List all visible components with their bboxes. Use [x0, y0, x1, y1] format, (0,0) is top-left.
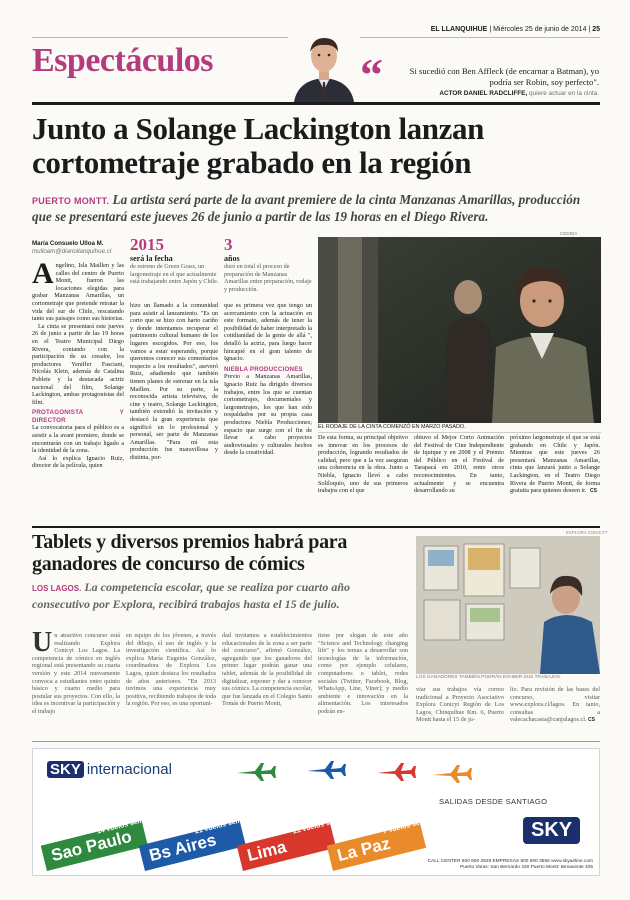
column-1-paragraph-3: Así lo explica Ignacio Ruiz, director de la película, quien: [32, 454, 124, 470]
quote-author-note: quiere actuar en la cinta.: [529, 90, 599, 97]
header-divider: [32, 102, 600, 105]
byline: [32, 240, 128, 256]
section-title: Espectáculos: [32, 42, 213, 79]
column-3-paragraph-2: Previo a Manzanas Amarillas, Ignacio Ruiz ha dirigido diversos trabajos, entre los que se cuentan cortometrajes, documentales y largometrajes, los que han sido respaldados por su propia casa productora Niebla Producciones; espacio que surge con el fin de llevar a cabo proyectos audiovisuales y culturales hechos desde la creatividad.: [224, 373, 312, 457]
article2-deck: [32, 580, 410, 611]
deck2-location: LOS LAGOS.: [32, 584, 82, 593]
masthead-date: | Miércoles 25 de junio de 2014 |: [489, 26, 591, 33]
article2-headline: Tablets y diversos premios habrá para ganadores de concurso de cómics: [32, 531, 348, 575]
article-column-6: [510, 434, 600, 496]
column-3-paragraph: que es primera vez que tengo un acercamiento con la actuación en este formato, además de tener la posibilidad de haber interpretado la cotidianidad de la gente de allá ", detalló la actriz, para luego hacer hincapié en el gran talento de Ignacio.: [224, 302, 312, 363]
deck2-text: La competencia escolar, que se realiza por cuarto año consecutivo por Explora, recibirá trabajos hasta el 15 de julio.: [32, 580, 350, 611]
column-3-subhead: NIEBLA PRODUCCIONES: [224, 365, 303, 373]
exhibition-photo: [416, 536, 600, 674]
article2-column-5: viar sus trabajos vía correo tradicional a Proyecto Asociativo Explora Conicyt Región de Los Lagos, Chinquihue Km. 6, Puerto Montt hasta el 15 de ju-: [416, 686, 504, 724]
quote-mark-icon: “: [360, 49, 383, 100]
route-frequency: 14 vuelos semanales: [96, 811, 166, 836]
route-sao-paulo: [41, 811, 166, 871]
column-1-paragraph: La cinta se presentará este jueves 26 de junio a partir de las 19 horas en el Teatro Municipal Diego Rivera, contando con la participación de su creador, los productores Yeniffer Fasciani, Nicolás Klein, además de Catalina Poblete y la destacada actriz nacional del film, Solange Lackington, ambas protagonistas del film.: [32, 322, 124, 406]
article2-column-6: [510, 686, 600, 725]
deck-text: La artista será parte de la avant premiere de la cinta Manzanas Amarillas, producción que se presentará este jueves 26 de junio a partir de las 19 horas en el Diego Rivera.: [32, 192, 581, 224]
article2-column-4: tiene por slogan de este año "Science and Technology changing life" y los temas a desarrollar son tecnologías de la información, como por ejemplo celulares, computadores o tablet, redes sociales (Twitter, Facebook, Blog, WhatsApp, Line, Viner); y medio ambiente e innovación en la alimentación. Los interesados podrán en-: [318, 632, 408, 715]
quote-attribution: [394, 90, 599, 97]
article-divider: [32, 526, 600, 528]
route-city: Bs Aires: [147, 830, 219, 866]
ad-contact-line-1: CALL CENTER 600 600 2828 EMPRESAS 600 600 3555 www.skyairline.com: [427, 859, 593, 864]
pull-quote: Si sucedió con Ben Affleck (de encarnar a Batman), yo podría ser Robin, soy perfecto".: [409, 66, 599, 87]
ad-brand-suffix: internacional: [86, 761, 172, 778]
stat-year-label: será la fecha: [130, 254, 173, 263]
article2-drop-cap: U: [32, 627, 53, 658]
page-number: 25: [592, 26, 600, 33]
article-column-3: [224, 302, 312, 457]
masthead-paper: EL LLANQUIHUE: [430, 26, 488, 33]
article2-column-6-text: lio. Para revisión de las bases del concurso, visitar www.explora.cl/lagos. En tanto, consultas a valecachacasta@canjulagos.cl.: [510, 686, 600, 724]
stat-years-number: 3: [224, 235, 233, 254]
route-bs-aires: [139, 811, 264, 871]
byline-name: María Consuelo Ulloa M.: [32, 240, 104, 247]
article-column-4: De esta forma, su principal objetivo es innovar en los procesos de producción, logrando resultados de calidad, pero que a la vez aseguran una coherencia en la obra. Junto a Niebla, Ignacio llevó a cabo Soliloquio, uno de sus primeros trabajos con el que: [318, 434, 408, 495]
ad-brand-sky: SKY: [47, 761, 84, 778]
photo2-caption: LOS GANADORES TAMBIÉN PODRÁN EXHIBIR SUS TRABAJOS.: [416, 675, 562, 680]
route-city: Sao Paulo: [49, 826, 134, 866]
actor-portrait: [288, 32, 360, 102]
deck-location: PUERTO MONTT.: [32, 196, 110, 206]
stat-year-body: de estreno de Green Grass, un largometraje en el que actualmente está trabajando entre Japón y Chile.: [130, 263, 219, 286]
ad-contact-line-2: Puerto Varas: San Bernardo 430 Puerto Montt: Benavente 405: [460, 865, 593, 870]
photo2-credit: EXPLORA CONICYT: [566, 530, 608, 535]
sky-logo: SKY: [523, 817, 580, 844]
photo-caption: EL RODAJE DE LA CINTA COMENZÓ EN MARZO PASADO.: [318, 424, 601, 433]
article2-column-2: en equipo de los jóvenes, a través del dibujo, el uso de inglés y la investigación científica. Así lo explica María Eugenia González, coordinadora de Explora Los Lagos, quien destaca los resultados de años anteriores. "En 2013 tuvimos una experiencia muy positiva, recibiendo trabajos de toda la región. Por eso, es una oportuni-: [126, 632, 216, 708]
drop-cap: A: [32, 257, 54, 290]
article2-column-3: dad invitamos a establecimientos educacionales de la zona a ser parte del concurso", afirmó González, agregando que los ganadores del primer lugar podrán ganar una tablet, además de la posibilidad de digitalizar, exponer y dar a conocer sus cómics. La competencia escolar, que fue lanzada en el Colegio Santo Tomás de Puerto Montt,: [222, 632, 312, 708]
column-1-subhead: PROTAGONISTA Y DIRECTOR: [32, 409, 124, 424]
plane-icons: [233, 759, 473, 785]
ad-contact: [393, 859, 593, 871]
quote-author: ACTOR DANIEL RADCLIFFE,: [439, 90, 528, 97]
stat-years-body: duró en total el proceso de preparación de Manzanas Amarillas entre preparación, rodaje y producción.: [224, 263, 312, 293]
route-lima: [237, 811, 362, 871]
route-city: Lima: [245, 837, 289, 866]
article-column-2: hizo un llamado a la comunidad para asistir al lanzamiento. "Es un corto que se hizo con harto cariño y donde intentamos recuperar el patrimonio cultural humano de los lugares escogidos. Por eso, los vamos a estar esperando, porque queremos conocer sus comentarios respecto a los resultados", aseveró Ruiz, añadiendo que también tienen planes de estrenar en la isla Maillen. Por su parte, la reconocida artista televisiva, de cine y teatro, Solange Lackington, también extendió la invitación y destacó la gran experiencia que significó en lo profesional y personal, ser parte de Manzanas Amarillas. "Para mí esta producción fue maravillosa y distinta, por-: [130, 302, 218, 461]
article-headline: Junto a Solange Lackington lanzan cortometraje grabado en la región: [32, 111, 484, 180]
ad-brand: [47, 761, 172, 778]
ad-divider: [32, 741, 600, 742]
route-city: La Paz: [335, 833, 393, 866]
article-column-5: obtuvo el Mejor Corto Animación del Festival de Cine Independiente de Iquique y en 2008 y el Premio del Público en el Festival de Tarapacá en 2010, entre otros reconocimientos. En tanto, actualmente y se encuentra desarrollando su: [414, 434, 504, 495]
column-6-text: próximo largometraje el que se está grabando en Chile y Japón. Mientras que este jueves 26 presentará Manzanas Amarillas, cinta que lanzará junto a Solange Lackington, en el Teatro Diego Rivera de Puerto Montt, de forma gratuita para quienes deseen ir.: [510, 434, 600, 495]
article2-end-mark: CS: [588, 717, 595, 724]
stat-box-years: [224, 236, 312, 293]
article-deck: [32, 192, 602, 225]
sky-airline-ad[interactable]: [32, 748, 600, 876]
stat-years-label: años: [224, 254, 240, 263]
route-frequency: 7 vuelos semanales: [382, 812, 448, 836]
route-frequency: 21 vuelos semanales: [194, 811, 264, 836]
ad-departures: SALIDAS DESDE SANTIAGO: [439, 797, 548, 806]
article-column-1: [32, 257, 124, 470]
end-mark: CS: [590, 488, 597, 495]
article2-column-1-text: n atractivo concurso está realizando Explora Conicyt Los Lagos. La competencia de cómics en inglés regional está presentando su cuarta versión y este 2014 nuevamente convoca a estudiantes entre quinto básico y cuarto medio para postular sus proyectos. Con ello, la idea es incentivar la participación y el trabajo: [32, 632, 120, 715]
byline-email[interactable]: mulloam@diariollanquihue.cl: [32, 248, 112, 255]
film-still-photo: [318, 237, 601, 423]
photo-credit: CEDIDA: [560, 231, 578, 236]
article2-column-1: [32, 627, 120, 716]
column-1-lead: ngelino, Isla Maillen y las calles del centro de Puerto Montt, fueron las locaciones elegidas para grabar Manzanas Amarillas, un cortometraje que pretende retratar la vida del sur de Chile, rescatando tanto sus paisajes como sus historias.: [32, 262, 124, 323]
stat-year-number: 2015: [130, 235, 164, 254]
route-frequency: 21 vuelos semanales: [292, 811, 362, 836]
column-1-paragraph-2: La convocatoria para el público es a asistir a la avant premiere, donde se encontrarán con un trabajo ligado a la identidad de la zona.: [32, 424, 124, 455]
stat-box-year: [130, 236, 220, 286]
